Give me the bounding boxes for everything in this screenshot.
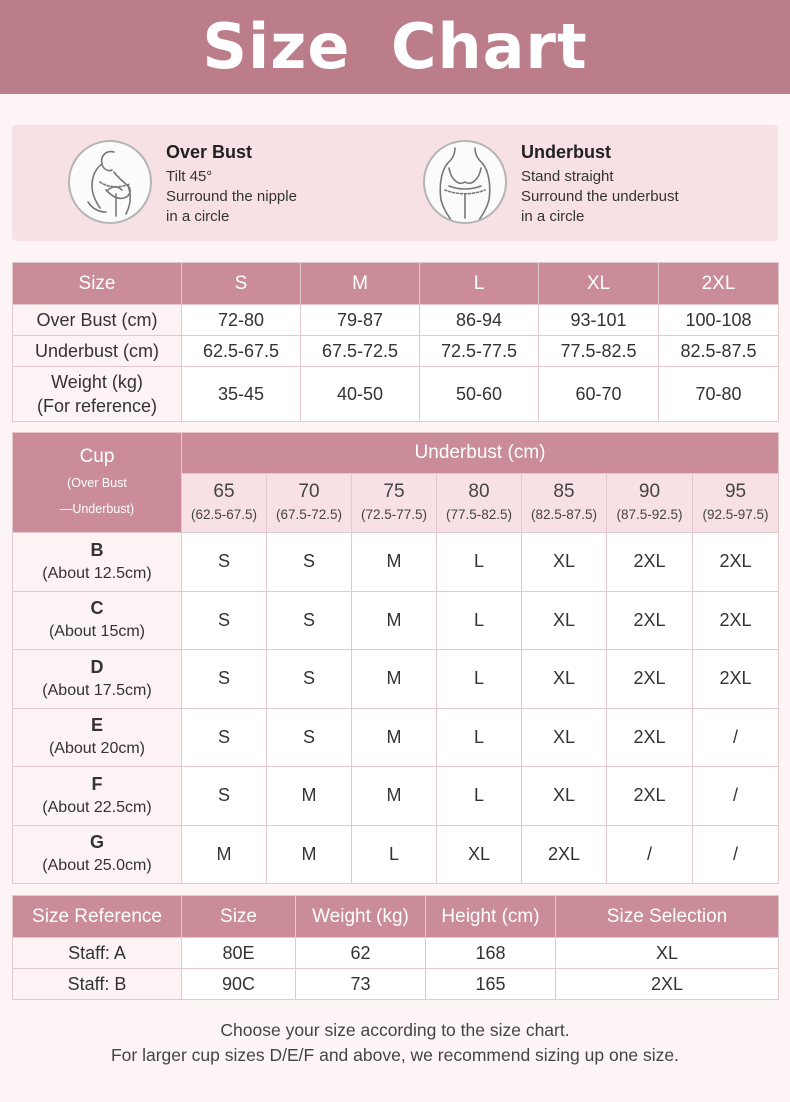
table-row: [13, 825, 779, 884]
table-cell: 90C: [182, 969, 296, 1000]
over-bust-figure-icon: [68, 140, 152, 224]
band-size: 90: [638, 481, 661, 502]
row-label: Staff: A: [13, 938, 182, 969]
band-size: 65: [213, 481, 235, 502]
cup-header: [13, 433, 182, 533]
table-cell: 2XL: [607, 708, 693, 767]
underbust-instruction-1: Stand straight: [521, 168, 614, 185]
band-range: (87.5-92.5): [616, 507, 683, 522]
cup-row-label: [13, 591, 182, 650]
table-cell: 62.5-67.5: [182, 336, 301, 367]
table-row: [13, 533, 779, 592]
underbust-instruction-2: Surround the underbust: [521, 188, 679, 205]
table-row: [13, 336, 779, 367]
underbust-header: Underbust (cm): [182, 433, 779, 474]
table-cell: XL: [522, 767, 607, 826]
ref-header-weight: Weight (kg): [296, 896, 426, 938]
ref-header-reference: Size Reference: [13, 896, 182, 938]
size-table: [12, 262, 779, 422]
cup-sub-label-1: (Over Bust: [67, 475, 127, 490]
table-cell: 73: [296, 969, 426, 1000]
note-line-1: Choose your size according to the size chart.: [220, 1020, 570, 1040]
cup-row-label: [13, 767, 182, 826]
table-row: [13, 367, 779, 422]
table-cell: M: [352, 650, 437, 709]
row-label: [13, 367, 182, 422]
band-80-header: [437, 474, 522, 533]
table-cell: M: [352, 591, 437, 650]
table-cell: S: [267, 650, 352, 709]
table-cell: L: [352, 825, 437, 884]
weight-reference-label: (For reference): [36, 396, 158, 416]
cup-depth: (About 17.5cm): [42, 681, 152, 699]
table-cell: XL: [522, 533, 607, 592]
table-cell: /: [693, 767, 779, 826]
page-title: Size Chart: [202, 10, 588, 83]
cup-table-body: [13, 533, 779, 884]
table-cell: 2XL: [693, 533, 779, 592]
table-cell: 70-80: [659, 367, 779, 422]
table-cell: S: [182, 591, 267, 650]
table-cell: 2XL: [522, 825, 607, 884]
table-cell: 165: [426, 969, 556, 1000]
cup-depth: (About 20cm): [48, 740, 146, 758]
table-cell: 77.5-82.5: [539, 336, 659, 367]
row-label: Underbust (cm): [13, 336, 182, 367]
table-cell: 80E: [182, 938, 296, 969]
underbust-figure-icon: [423, 140, 507, 224]
table-cell: /: [693, 708, 779, 767]
table-cell: S: [267, 533, 352, 592]
table-cell: 50-60: [420, 367, 539, 422]
cup-letter: B: [90, 539, 104, 560]
cup-sub-label-2: —Underbust): [59, 501, 135, 516]
table-cell: S: [267, 708, 352, 767]
cup-depth: (About 12.5cm): [42, 564, 152, 582]
cup-depth: (About 22.5cm): [42, 798, 152, 816]
measurement-guide: [12, 125, 778, 241]
table-cell: 2XL: [693, 650, 779, 709]
table-cell: /: [693, 825, 779, 884]
band-95-header: [693, 474, 779, 533]
table-row: [13, 591, 779, 650]
cup-letter: C: [90, 598, 104, 619]
row-label: Over Bust (cm): [13, 305, 182, 336]
band-range: (92.5-97.5): [702, 507, 769, 522]
table-cell: 35-45: [182, 367, 301, 422]
row-label: Staff: B: [13, 969, 182, 1000]
table-cell: L: [437, 591, 522, 650]
table-cell: L: [437, 767, 522, 826]
underbust-instruction-3: in a circle: [521, 208, 585, 225]
table-cell: /: [607, 825, 693, 884]
table-cell: 2XL: [607, 591, 693, 650]
table-cell: L: [437, 650, 522, 709]
table-cell: L: [437, 533, 522, 592]
band-75-header: [352, 474, 437, 533]
cup-depth: (About 15cm): [48, 623, 146, 641]
size-header-m: M: [301, 263, 420, 305]
band-85-header: [522, 474, 607, 533]
table-cell: S: [182, 650, 267, 709]
table-cell: S: [267, 591, 352, 650]
table-cell: XL: [522, 708, 607, 767]
band-range: (62.5-67.5): [190, 507, 258, 522]
table-row: [13, 708, 779, 767]
over-bust-title: Over Bust: [166, 142, 253, 162]
over-bust-instruction-1: Tilt 45°: [166, 168, 213, 185]
ref-header-size: Size: [182, 896, 296, 938]
cup-row-label: [13, 650, 182, 709]
note-line-2: For larger cup sizes D/E/F and above, we recommend sizing up one size.: [110, 1045, 680, 1065]
band-size: 75: [383, 481, 405, 502]
table-cell: S: [182, 708, 267, 767]
table-cell: 2XL: [607, 533, 693, 592]
table-cell: 93-101: [539, 305, 659, 336]
table-cell: 82.5-87.5: [659, 336, 779, 367]
band-size: 70: [298, 481, 320, 502]
weight-label: Weight (kg): [51, 372, 143, 392]
cup-depth: (About 25.0cm): [42, 857, 152, 875]
table-cell: 72-80: [182, 305, 301, 336]
title-banner: [0, 0, 790, 94]
cup-letter: D: [90, 656, 104, 677]
band-size: 85: [553, 481, 575, 502]
table-cell: M: [267, 767, 352, 826]
table-cell: M: [267, 825, 352, 884]
table-cell: 72.5-77.5: [420, 336, 539, 367]
table-cell: M: [352, 767, 437, 826]
table-cell: M: [352, 533, 437, 592]
table-cell: XL: [522, 650, 607, 709]
size-header-2xl: 2XL: [659, 263, 779, 305]
reference-header-row: [13, 896, 779, 938]
band-size: 80: [468, 481, 490, 502]
band-range: (82.5-87.5): [530, 507, 598, 522]
band-range: (72.5-77.5): [360, 507, 428, 522]
size-header-s: S: [182, 263, 301, 305]
table-cell: 168: [426, 938, 556, 969]
cup-table-header-row: [13, 433, 779, 474]
cup-table: [12, 432, 779, 884]
cup-letter: E: [90, 715, 103, 736]
cup-row-label: [13, 825, 182, 884]
table-cell: S: [182, 767, 267, 826]
size-header-l: L: [420, 263, 539, 305]
table-cell: 2XL: [607, 767, 693, 826]
table-cell: S: [182, 533, 267, 592]
table-cell: 62: [296, 938, 426, 969]
table-cell: 67.5-72.5: [301, 336, 420, 367]
underbust-title: Underbust: [521, 142, 611, 162]
table-cell: 60-70: [539, 367, 659, 422]
band-range: (77.5-82.5): [445, 507, 513, 522]
table-cell: L: [437, 708, 522, 767]
table-cell: 2XL: [607, 650, 693, 709]
band-90-header: [607, 474, 693, 533]
size-header-xl: XL: [539, 263, 659, 305]
size-header-label: Size: [13, 263, 182, 305]
table-cell: 79-87: [301, 305, 420, 336]
size-table-header-row: [13, 263, 779, 305]
over-bust-instruction-3: in a circle: [166, 208, 230, 225]
band-65-header: [182, 474, 267, 533]
cup-letter: F: [91, 773, 103, 794]
table-cell: M: [352, 708, 437, 767]
cup-row-label: [13, 533, 182, 592]
table-row: [13, 969, 779, 1000]
table-row: [13, 767, 779, 826]
ref-header-height: Height (cm): [426, 896, 556, 938]
table-cell: 100-108: [659, 305, 779, 336]
over-bust-instruction-2: Surround the nipple: [166, 188, 297, 205]
table-row: [13, 650, 779, 709]
size-reference-table: [12, 895, 779, 1000]
table-cell: 40-50: [301, 367, 420, 422]
cup-label: Cup: [79, 445, 115, 467]
table-cell: 2XL: [693, 591, 779, 650]
table-cell: 86-94: [420, 305, 539, 336]
band-range: (67.5-72.5): [275, 507, 343, 522]
band-70-header: [267, 474, 352, 533]
table-row: [13, 305, 779, 336]
table-row: [13, 938, 779, 969]
cup-letter: G: [89, 832, 104, 853]
table-cell: M: [182, 825, 267, 884]
cup-row-label: [13, 708, 182, 767]
table-cell: XL: [556, 938, 779, 969]
table-cell: XL: [522, 591, 607, 650]
table-cell: 2XL: [556, 969, 779, 1000]
ref-header-selection: Size Selection: [556, 896, 779, 938]
table-cell: XL: [437, 825, 522, 884]
band-size: 95: [724, 481, 747, 502]
